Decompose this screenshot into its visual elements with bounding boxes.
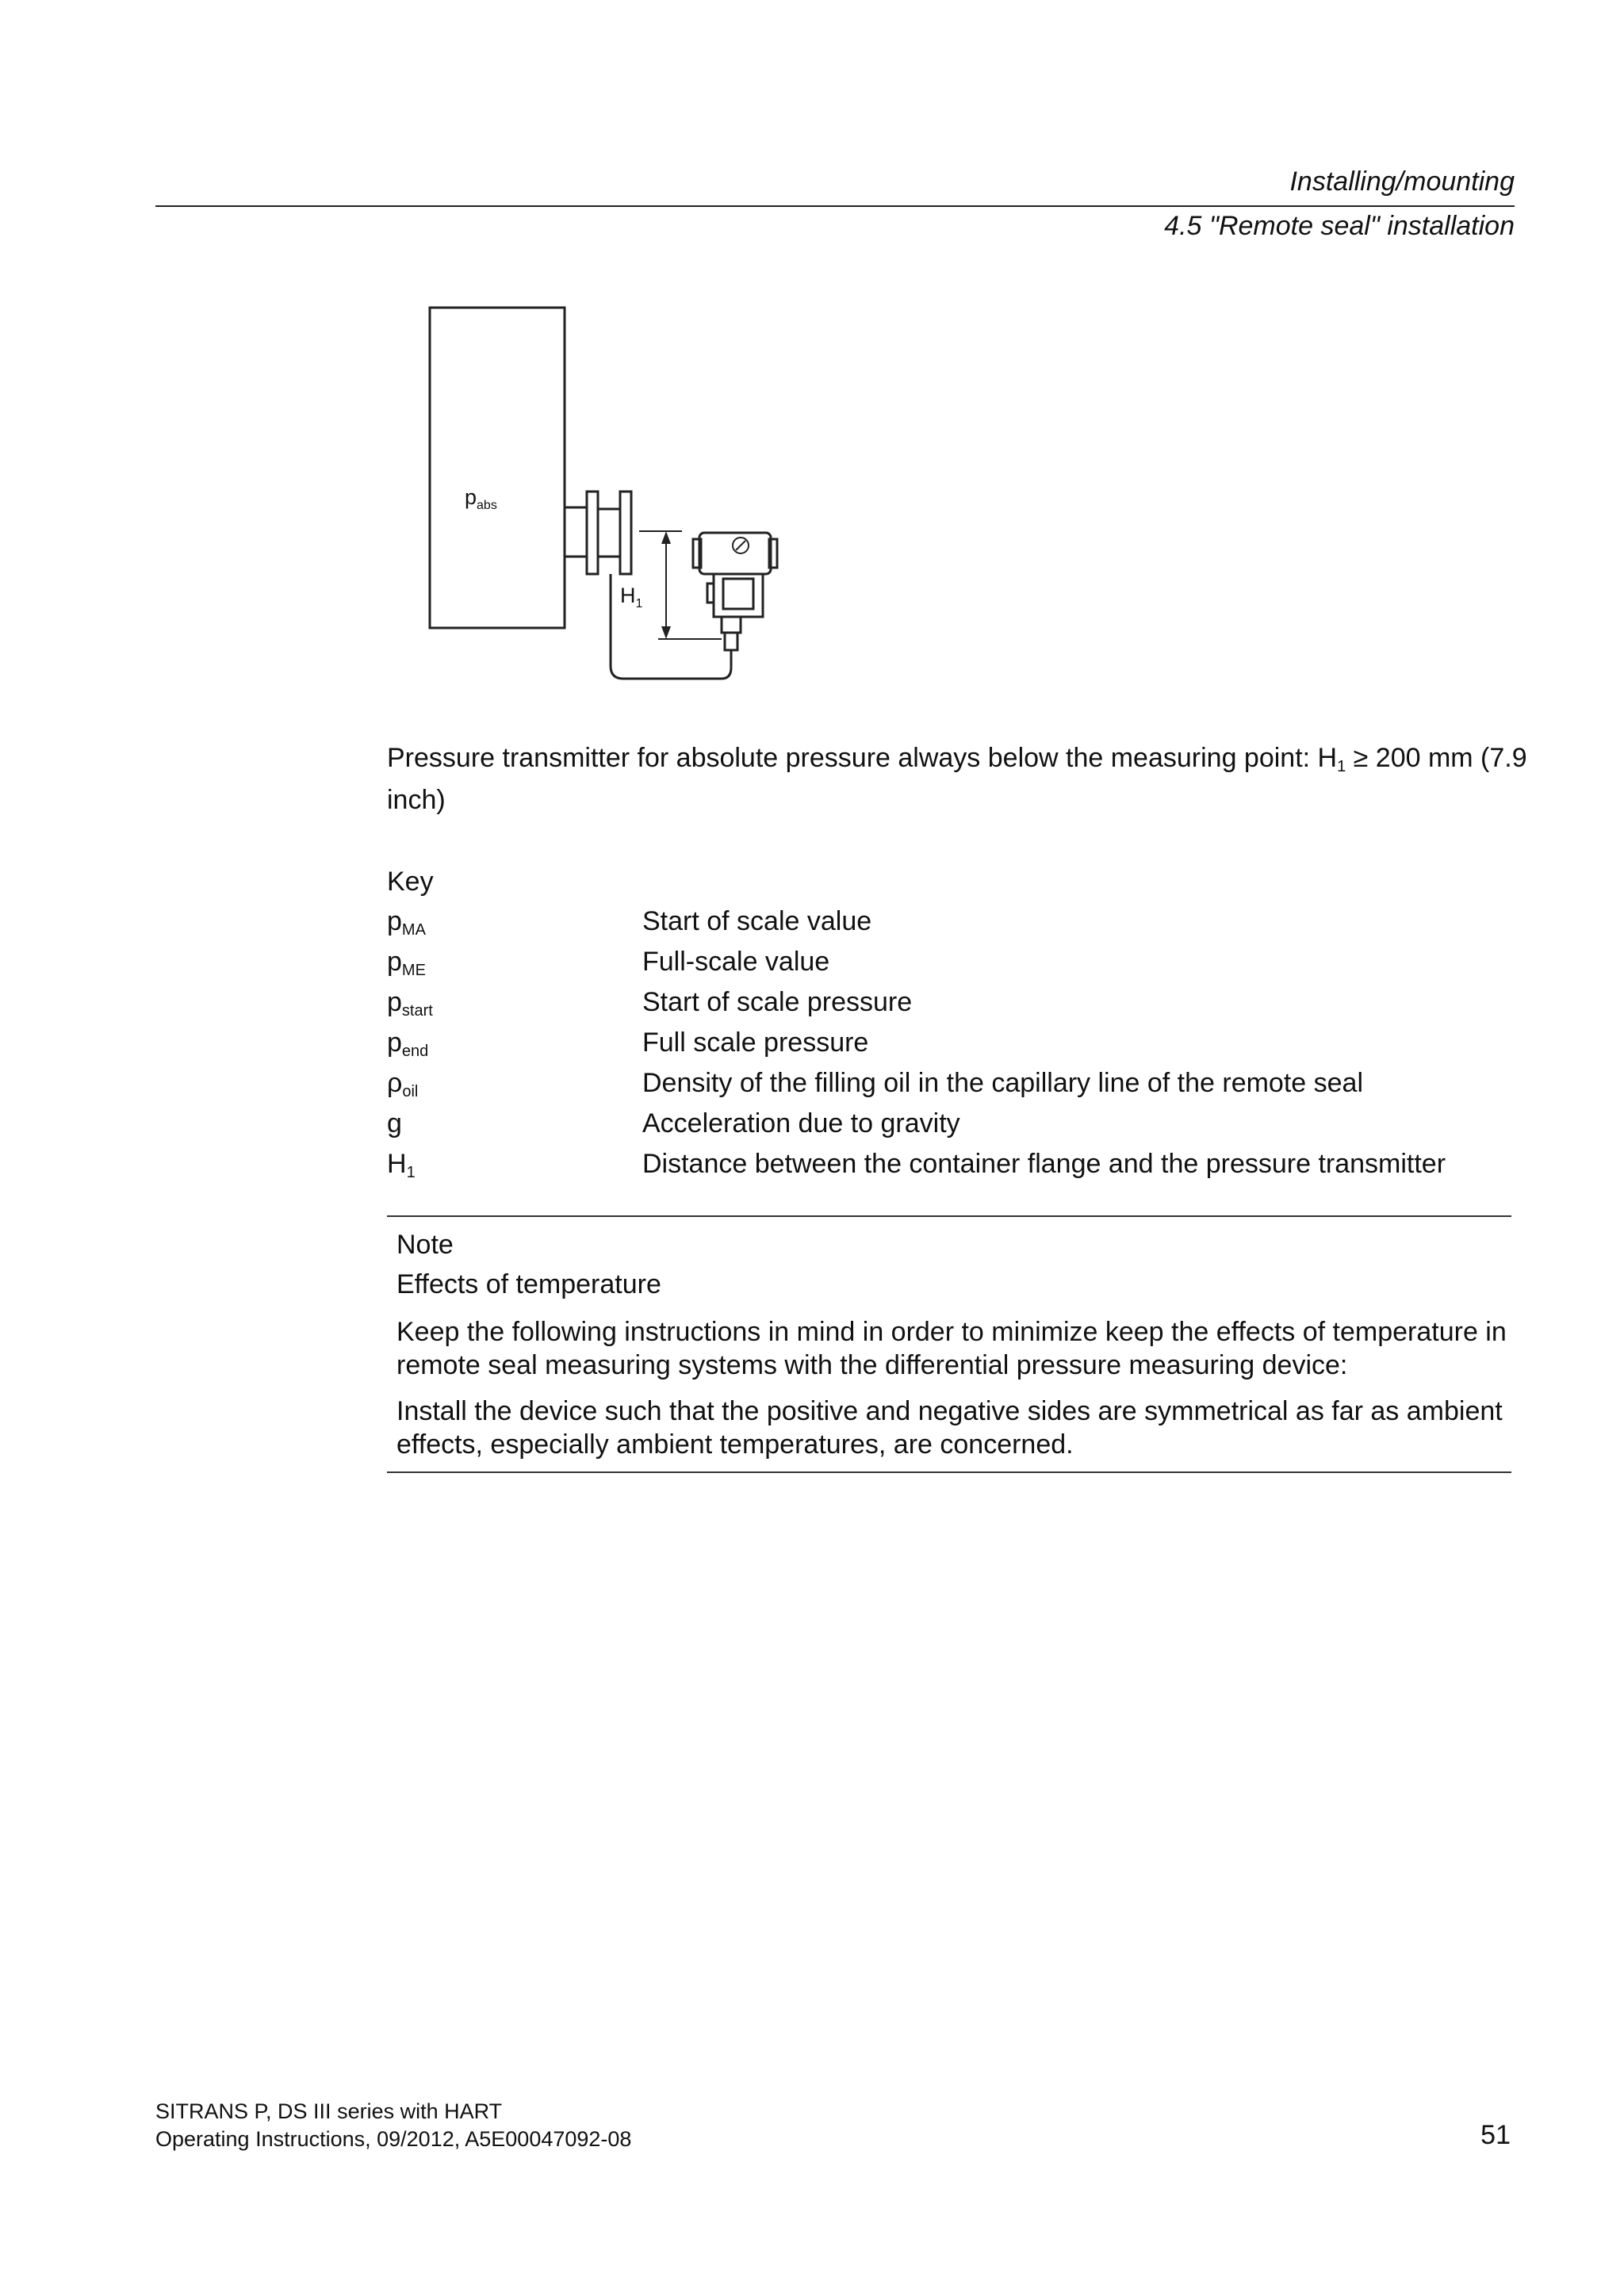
key-description: Density of the filling oil in the capillary line of the remote seal — [642, 1068, 1364, 1098]
key-symbol: $p_{MA}$ — [387, 906, 426, 939]
key-symbol: g — [387, 1108, 402, 1138]
key-description: Distance between the container flange and the pressure transmitter — [642, 1149, 1446, 1179]
key-description: Start of scale value — [642, 906, 872, 936]
note-paragraph: Install the device such that the positive and negative sides are symmetrical as far as ambient effects, especially ambient temperatures, are concerned. — [396, 1396, 1503, 1460]
key-row — [387, 945, 1529, 985]
key-symbol: $H_1$ — [387, 1149, 416, 1181]
container-vessel — [430, 308, 565, 628]
key-title: Key — [387, 867, 434, 897]
key-description: Start of scale pressure — [642, 987, 913, 1017]
key-description: Full scale pressure — [642, 1027, 869, 1058]
figure-caption: Pressure transmitter for absolute pressure always below the measuring point: $H_1 \ge 200$ mm (7.9 inch) — [387, 743, 1527, 815]
key-symbol: $p_{start}$ — [387, 987, 433, 1020]
chapter-title: Installing/mounting — [1289, 166, 1515, 197]
flange-right — [620, 492, 631, 574]
section-title: 4.5 "Remote seal" installation — [1164, 211, 1515, 241]
header-rule — [155, 205, 1515, 207]
key-symbol: $\rho_{oil}$ — [387, 1068, 419, 1100]
key-row — [387, 1107, 1529, 1147]
pressure-transmitter — [693, 533, 777, 650]
seal-body — [598, 509, 620, 557]
note-paragraph: Keep the following instructions in mind in order to minimize keep the effects of temperature in remote seal measuring systems with the differential pressure measuring device: — [396, 1317, 1507, 1380]
key-row — [387, 905, 1529, 945]
note-subtitle: Effects of temperature — [396, 1269, 661, 1299]
note-title: Note — [396, 1230, 454, 1260]
label-p-abs: $p_{abs}$ — [465, 485, 497, 512]
key-row — [387, 1026, 1529, 1066]
key-row — [387, 1066, 1529, 1107]
flange-left — [587, 492, 598, 574]
note-box — [387, 1215, 1511, 1473]
footer-product: SITRANS P, DS III series with HART — [155, 2099, 503, 2123]
page-number: 51 — [1480, 2120, 1511, 2150]
key-symbol: $p_{ME}$ — [387, 947, 426, 979]
key-symbol: $p_{end}$ — [387, 1027, 429, 1060]
key-description: Acceleration due to gravity — [642, 1108, 960, 1138]
footer-document: Operating Instructions, 09/2012, A5E00047092-08 — [155, 2127, 632, 2151]
key-row — [387, 985, 1529, 1026]
label-h1: $H_1$ — [620, 584, 643, 610]
key-row — [387, 1147, 1529, 1188]
key-description: Full-scale value — [642, 947, 830, 977]
